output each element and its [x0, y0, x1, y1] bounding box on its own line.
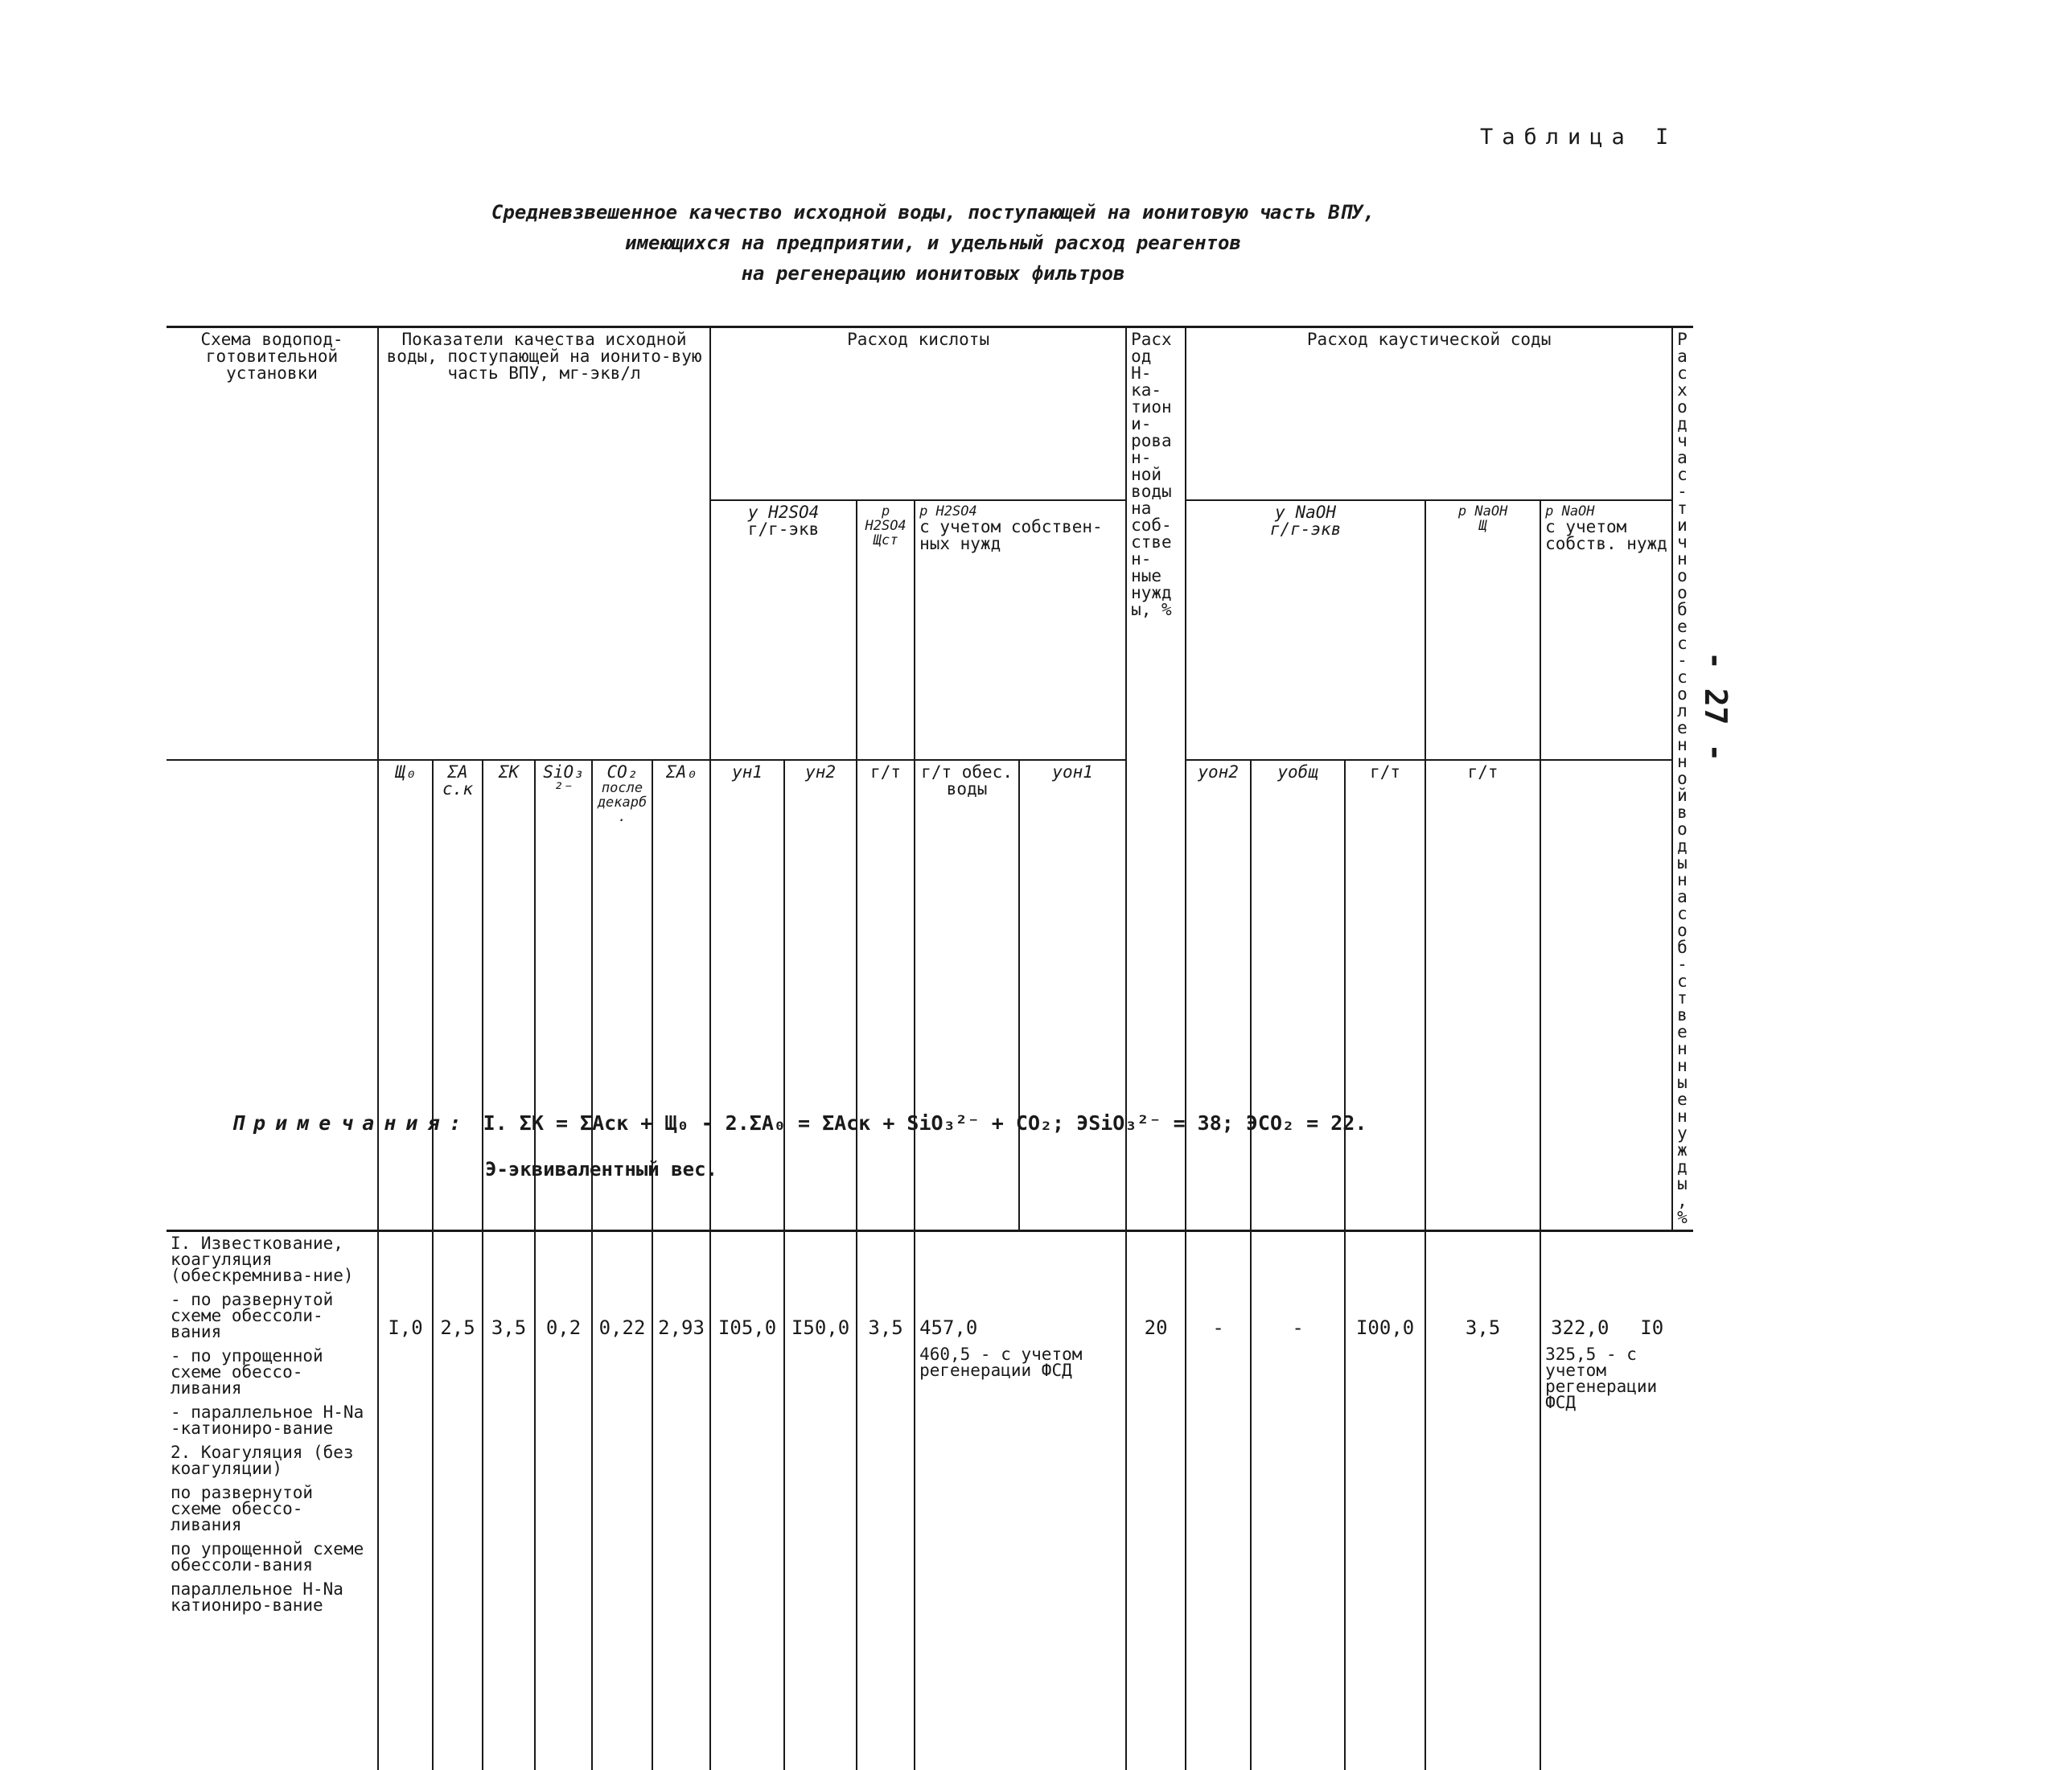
row-label-1b: - по упрощенной схеме обессо-ливания: [171, 1346, 323, 1398]
cell-sum-ack: [433, 1231, 483, 1770]
header-acid-y: [710, 500, 857, 760]
col-yoh2: yон2: [1186, 760, 1251, 1230]
cell-yh1: [710, 1231, 784, 1770]
cell-yobsh: [1345, 1231, 1425, 1770]
acid-y-symbol: y H2SO4: [747, 503, 820, 523]
co2-symbol: CO₂: [606, 762, 638, 782]
row-labels: [166, 1231, 378, 1770]
title-line-2: имеющихся на предприятии, и удельный расход реагентов: [625, 232, 1241, 254]
acid-p2-symbol: p H2SO4: [919, 503, 977, 520]
caustic-p1-symbol: p NaOH: [1457, 503, 1508, 520]
cell-yoh2: [1251, 1231, 1345, 1770]
row-label-2b: по упрощенной схеме обессоли-вания: [171, 1539, 364, 1575]
col-sh0: Щ₀: [378, 760, 433, 1230]
page-number: - 27 -: [1698, 651, 1733, 762]
caustic-y-unit: г/г-экв: [1269, 520, 1342, 540]
col-sum-a0: ΣA₀: [652, 760, 710, 1230]
cell-sum-k: [483, 1231, 535, 1770]
value-p-acid-fsd: 460,5 - с учетом регенерации ФСД: [919, 1345, 1083, 1380]
row-label-2a: по развернутой схеме обессо-ливания: [171, 1483, 314, 1534]
caustic-y-symbol: y NaOH: [1275, 503, 1337, 523]
col-sio3: SiO₃²⁻: [535, 760, 592, 1230]
value-p-naoh-fsd: 325,5 - с учетом регенерации ФСД: [1545, 1345, 1658, 1412]
col-yh1: yн1: [710, 760, 784, 1230]
caustic-p2-symbol: p NaOH: [1545, 503, 1595, 520]
reagent-table: [166, 326, 1693, 1770]
value-yh2: I50,0: [791, 1316, 850, 1339]
value-p-acid-own: 457,0: [919, 1316, 978, 1339]
value-yh1: I05,0: [717, 1316, 777, 1339]
title-line-1: Средневзвешенное качество исходной воды, поступающей на ионитовую часть ВПУ,: [491, 201, 1375, 224]
header-acid-p1: [857, 500, 915, 760]
header-caustic-y: [1186, 500, 1425, 760]
cell-sh0: [378, 1231, 433, 1770]
value-sio3: 0,2: [545, 1316, 582, 1339]
cell-yoh1: [1186, 1231, 1251, 1770]
value-yobsh: I00,0: [1355, 1316, 1415, 1339]
value-p-naoh: 3,5: [1465, 1316, 1501, 1339]
cell-p-acid: [857, 1231, 915, 1770]
caustic-p2-note: с учетом собств. нужд: [1545, 517, 1667, 554]
caustic-p1-sub: Щ: [1478, 518, 1487, 535]
col-yobsh: yобщ: [1251, 760, 1345, 1230]
header-scheme-cont: [166, 760, 378, 1230]
row-label-1: I. Известкование, коагуляция (обескремнива-ние): [171, 1234, 354, 1285]
value-co2: 0,22: [598, 1316, 646, 1339]
value-sum-a0: 2,93: [658, 1316, 705, 1339]
col-yoh1: yон1: [1019, 760, 1126, 1230]
header-partial-water: Расход час-тично обес-соленной воды на соб-ственные нужды, %: [1672, 327, 1693, 1231]
title-line-3: на регенерацию ионитовых фильтров: [741, 262, 1125, 285]
col-caustic-gt2: г/т: [1425, 760, 1540, 1230]
row-label-1a: - по развернутой схеме обессоли-вания: [171, 1290, 334, 1341]
table-title: [450, 197, 1416, 289]
value-sum-k: 3,5: [491, 1316, 527, 1339]
acid-p2-note: с учетом собствен-ных нужд: [919, 517, 1103, 554]
col-acid-gt2: г/т обес. воды: [915, 760, 1019, 1230]
header-acid: Расход кислоты: [710, 327, 1126, 501]
cell-sum-a0: [652, 1231, 710, 1770]
value-yoh2: -: [1292, 1316, 1304, 1339]
row-label-2c: параллельное H-Na катиониро-вание: [171, 1579, 343, 1615]
value-partial: I0: [1640, 1316, 1664, 1339]
col-sum-k: ΣK: [483, 760, 535, 1230]
cell-sio3: [535, 1231, 592, 1770]
col-sum-ack: ΣA с.к: [433, 760, 483, 1230]
table-label: Таблица I: [1480, 125, 1678, 150]
value-sum-ack: 2,5: [440, 1316, 475, 1339]
row-label-2: 2. Коагуляция (без коагуляции): [171, 1443, 354, 1478]
value-p-naoh-own: 322,0: [1551, 1316, 1610, 1339]
header-caustic-p1: [1425, 500, 1540, 760]
row-label-1c: - параллельное H-Na -катиониро-вание: [171, 1402, 364, 1438]
value-p-acid: 3,5: [868, 1316, 903, 1339]
value-yoh1: -: [1212, 1316, 1224, 1339]
col-caustic-gt: г/т: [1345, 760, 1425, 1230]
col-yh2: yн2: [784, 760, 857, 1230]
cell-p-naoh: [1425, 1231, 1540, 1770]
header-caustic-p2: [1540, 500, 1672, 760]
col-acid-gt: г/т: [857, 760, 915, 1230]
header-h-cation-water: Расход Н-ка-тиони-рован-ной воды на соб-ствен-ные нужды, %: [1126, 327, 1186, 1231]
header-scheme: Схема водопод-готовительной установки: [166, 327, 378, 761]
notes: [232, 1111, 1367, 1135]
value-sh0: I,0: [388, 1316, 423, 1339]
cell-p-naoh-own: [1540, 1231, 1693, 1770]
co2-note: после декарб.: [597, 780, 648, 826]
acid-p1-sub: Щст: [873, 532, 898, 549]
header-quality: Показатели качества исходной воды, поступающей на ионито-вую часть ВПУ, мг-экв/л: [378, 327, 710, 761]
value-h-water: 20: [1144, 1316, 1168, 1339]
header-caustic: Расход каустической соды: [1186, 327, 1672, 501]
header-acid-p2: [915, 500, 1126, 760]
notes-line-2: Э-эквивалентный вес.: [485, 1158, 717, 1181]
acid-y-unit: г/г-экв: [747, 520, 820, 540]
cell-yh2: [784, 1231, 857, 1770]
notes-formula: I. ΣK = ΣAск + Щ₀ - 2.ΣA₀ = ΣAск + SiO₃²⁻ + CO₂; ЭSiO₃²⁻ = 38; ЭCO₂ = 22.: [483, 1111, 1367, 1135]
notes-lead: Примечания:: [232, 1111, 471, 1135]
cell-p-acid-own: [915, 1231, 1126, 1770]
cell-h-water: [1126, 1231, 1186, 1770]
acid-p1-symbol: p H2SO4: [865, 503, 906, 535]
cell-co2: [592, 1231, 652, 1770]
